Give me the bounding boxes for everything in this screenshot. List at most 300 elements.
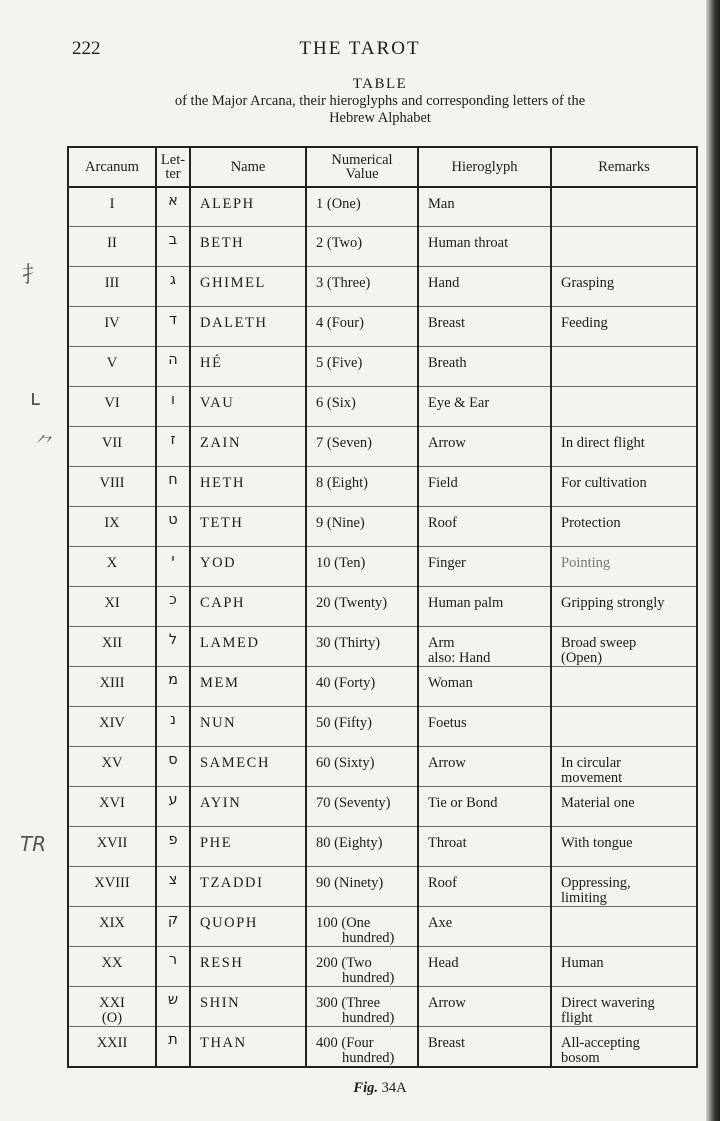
table-row [68,667,697,707]
arcanum-cell-text: VII [101,435,123,451]
numerical-value-cell [306,707,418,747]
numerical-value-cell-text-2: hundred) [342,1050,395,1066]
numerical-value-cell [306,987,418,1027]
hebrew-letter-cell-text: ו [171,392,175,408]
hieroglyph-cell-text: Roof [428,515,457,531]
numerical-value-cell-text-2: hundred) [342,930,395,946]
name-cell-text: SAMECH [200,755,271,771]
remarks-cell [551,1027,697,1067]
table-row [68,1027,697,1067]
name-cell-text: THAN [200,1035,247,1051]
numerical-value-cell [306,547,418,587]
arcanum-cell [68,787,156,827]
numerical-value-cell-text: 300 (Three [316,995,381,1011]
remarks-cell-text: Human [561,955,604,971]
figure-prefix: Fig. [353,1080,378,1096]
table-row [68,947,697,987]
arcanum-cell-text: IX [104,515,120,531]
hieroglyph-cell [418,267,551,307]
hieroglyph-cell-text: Breast [428,315,466,331]
name-cell-text: GHIMEL [200,275,266,291]
hebrew-letter-cell [156,427,190,467]
numerical-value-cell-text: 1 (One) [316,196,361,212]
arcanum-cell-text: XIII [99,675,125,691]
header-hieroglyph: Hieroglyph [418,147,551,187]
caption-title: TABLE [352,76,408,92]
numerical-value-cell-text: 400 (Four [316,1035,374,1051]
numerical-value-cell [306,187,418,227]
numerical-value-cell-text: 60 (Sixty) [316,755,375,771]
name-cell [190,387,306,427]
arcanum-cell-text: XXI [99,995,125,1011]
numerical-value-cell [306,1027,418,1067]
hebrew-letter-cell-text: א [168,193,178,209]
header-letter-line2: ter [165,166,181,182]
hieroglyph-cell [418,747,551,787]
header-remarks: Remarks [551,147,697,187]
hebrew-letter-cell-text: ח [168,472,178,488]
name-cell-text: YOD [200,555,237,571]
margin-note-xvii: TR [20,832,47,856]
name-cell [190,427,306,467]
page-edge-shadow [706,0,720,1121]
name-cell-text: ALEPH [200,196,255,212]
name-cell-text: MEM [200,675,240,691]
numerical-value-cell-text: 70 (Seventy) [316,795,391,811]
hieroglyph-cell-text: Man [428,196,455,212]
name-cell-text: SHIN [200,995,241,1011]
arcanum-cell-text: VIII [99,475,125,491]
remarks-cell-text: In direct flight [561,435,645,451]
arcanum-cell [68,707,156,747]
remarks-cell-text-2: (Open) [561,650,603,666]
table-row [68,467,697,507]
numerical-value-cell [306,747,418,787]
arcanum-cell-text: V [106,355,118,371]
name-cell-text: LAMED [200,635,260,651]
table-row [68,267,697,307]
remarks-cell [551,307,697,347]
table-caption [0,76,720,127]
hieroglyph-cell [418,547,551,587]
remarks-cell [551,787,697,827]
hieroglyph-cell-text: Arm [428,635,455,651]
hebrew-letter-cell [156,547,190,587]
hieroglyph-cell [418,587,551,627]
table-row [68,907,697,947]
hebrew-letter-cell-text: פ [168,832,178,848]
arcanum-cell [68,587,156,627]
hebrew-letter-cell [156,267,190,307]
remarks-cell-text-2: movement [561,770,623,786]
hebrew-letter-cell-text: נ [170,712,176,728]
table-row [68,227,697,267]
hieroglyph-cell [418,387,551,427]
remarks-cell-text-2: flight [561,1010,593,1026]
arcanum-cell [68,227,156,267]
major-arcana-table [67,146,698,1068]
remarks-cell [551,267,697,307]
table-row [68,387,697,427]
hieroglyph-cell [418,507,551,547]
arcanum-cell [68,187,156,227]
remarks-cell [551,387,697,427]
running-head: THE TAROT [299,38,421,59]
remarks-cell [551,667,697,707]
remarks-cell-text: Broad sweep [561,635,637,651]
numerical-value-cell [306,947,418,987]
hebrew-letter-cell [156,987,190,1027]
arcanum-cell-text: XVII [96,835,128,851]
hebrew-letter-cell [156,587,190,627]
arcanum-cell [68,947,156,987]
table-row [68,187,697,227]
numerical-value-cell-text: 10 (Ten) [316,555,366,571]
hebrew-letter-cell [156,187,190,227]
hebrew-letter-cell-text: ז [170,432,176,448]
remarks-cell-text: For cultivation [561,475,647,491]
remarks-cell [551,187,697,227]
arcanum-cell-text: XVI [99,795,125,811]
hebrew-letter-cell [156,1027,190,1067]
name-cell [190,267,306,307]
numerical-value-cell-text: 40 (Forty) [316,675,376,691]
header-arcanum: Arcanum [68,147,156,187]
arcanum-cell [68,987,156,1027]
arcanum-cell-text: IV [104,315,120,331]
caption-line-2: of the Major Arcana, their hieroglyphs and corresponding letters of the [174,93,586,109]
hieroglyph-cell-text: Tie or Bond [428,795,498,811]
hieroglyph-cell [418,987,551,1027]
hebrew-letter-cell-text: י [171,552,175,568]
hieroglyph-cell [418,307,551,347]
remarks-cell-text: Oppressing, [561,875,631,891]
arcanum-cell [68,827,156,867]
table-row [68,427,697,467]
name-cell [190,507,306,547]
name-cell [190,587,306,627]
hebrew-letter-cell-text: ש [167,992,179,1008]
remarks-cell-text-2: bosom [561,1050,600,1066]
remarks-cell-text: Protection [561,515,621,531]
table-row [68,827,697,867]
numerical-value-cell [306,867,418,907]
name-cell [190,627,306,667]
hebrew-letter-cell [156,387,190,427]
hieroglyph-cell [418,1027,551,1067]
arcanum-cell [68,867,156,907]
hieroglyph-cell-text: Foetus [428,715,467,731]
arcanum-cell [68,507,156,547]
hebrew-letter-cell [156,827,190,867]
hieroglyph-cell [418,667,551,707]
remarks-cell-text: In circular [561,755,621,771]
header-letter [156,147,190,187]
hebrew-letter-cell-text: ר [168,952,178,968]
arcanum-cell-text-2: (O) [101,1010,123,1026]
name-cell-text: AYIN [200,795,242,811]
hieroglyph-cell-text: Arrow [428,995,466,1011]
hieroglyph-cell-text-2: also: Hand [428,650,491,666]
header-row [68,147,697,187]
hieroglyph-cell [418,187,551,227]
hieroglyph-cell [418,787,551,827]
name-cell-text: QUOPH [200,915,258,931]
name-cell-text: RESH [200,955,244,971]
figure-id: 34A [381,1080,407,1096]
numerical-value-cell-text: 100 (One [316,915,371,931]
remarks-cell-text: Pointing [561,555,611,571]
hieroglyph-cell [418,627,551,667]
numerical-value-cell [306,427,418,467]
arcanum-cell-text: XIX [99,915,125,931]
margin-mark-vii: ⺈ [36,434,54,455]
hebrew-letter-cell [156,667,190,707]
name-cell [190,907,306,947]
numerical-value-cell-text: 4 (Four) [316,315,364,331]
remarks-cell [551,947,697,987]
hieroglyph-cell-text: Arrow [428,435,466,451]
name-cell [190,707,306,747]
hebrew-letter-cell-text: ג [170,272,176,288]
name-cell [190,227,306,267]
name-cell-text: CAPH [200,595,246,611]
numerical-value-cell-text: 20 (Twenty) [316,595,388,611]
hieroglyph-cell [418,347,551,387]
remarks-cell [551,347,697,387]
arcanum-cell-text: XV [101,755,123,771]
hebrew-letter-cell-text: מ [168,672,178,688]
numerical-value-cell [306,627,418,667]
hebrew-letter-cell [156,747,190,787]
hieroglyph-cell [418,907,551,947]
numerical-value-cell-text: 9 (Nine) [316,515,365,531]
hebrew-letter-cell-text: ה [168,352,178,368]
margin-mark-vi: ւ [30,386,40,411]
hieroglyph-cell-text: Breath [428,355,467,371]
hebrew-letter-cell-text: צ [168,872,178,888]
arcanum-cell [68,747,156,787]
margin-mark-iii: ⺘ [22,263,45,288]
hieroglyph-cell-text: Eye & Ear [428,395,490,411]
name-cell-text: HÉ [200,355,223,371]
hebrew-letter-cell [156,707,190,747]
numerical-value-cell-text: 30 (Thirty) [316,635,381,651]
numerical-value-cell [306,787,418,827]
arcanum-cell-text: XVIII [94,875,130,891]
page-number: 222 [72,38,101,59]
remarks-cell [551,907,697,947]
table-row [68,987,697,1027]
hebrew-letter-cell [156,947,190,987]
hieroglyph-cell [418,947,551,987]
table-row [68,747,697,787]
name-cell [190,667,306,707]
remarks-cell [551,627,697,667]
arcanum-cell [68,427,156,467]
hebrew-letter-cell-text: ב [168,232,178,248]
remarks-cell-text-2: limiting [561,890,607,906]
hieroglyph-cell [418,707,551,747]
hieroglyph-cell-text: Woman [428,675,473,691]
hieroglyph-cell [418,427,551,467]
hebrew-letter-cell [156,627,190,667]
hieroglyph-cell [418,467,551,507]
table-row [68,507,697,547]
arcanum-cell-text: XII [101,635,123,651]
remarks-cell-text: Grasping [561,275,615,291]
arcanum-cell-text: XIV [99,715,125,731]
hebrew-letter-cell [156,867,190,907]
numerical-value-cell-text-2: hundred) [342,1010,395,1026]
table-row [68,867,697,907]
hieroglyph-cell [418,227,551,267]
numerical-value-cell [306,467,418,507]
arcanum-cell-text: XXII [96,1035,128,1051]
hieroglyph-cell [418,827,551,867]
hebrew-letter-cell-text: ט [168,512,178,528]
hebrew-letter-cell-text: ת [168,1032,178,1048]
numerical-value-cell [306,307,418,347]
arcanum-cell [68,467,156,507]
hieroglyph-cell-text: Axe [428,915,453,931]
hebrew-letter-cell [156,507,190,547]
table-row [68,547,697,587]
hebrew-letter-cell-text: ס [168,752,178,768]
hieroglyph-cell-text: Breast [428,1035,466,1051]
hebrew-letter-cell [156,467,190,507]
arcanum-cell-text: II [107,235,117,251]
name-cell [190,827,306,867]
name-cell [190,947,306,987]
arcanum-cell [68,387,156,427]
header-name: Name [190,147,306,187]
numerical-value-cell [306,227,418,267]
figure-label [0,1080,720,1097]
remarks-cell-text: Feeding [561,315,608,331]
name-cell [190,547,306,587]
numerical-value-cell-text: 2 (Two) [316,235,363,251]
hebrew-letter-cell-text: ל [168,632,178,648]
name-cell [190,187,306,227]
numerical-value-cell-text: 5 (Five) [316,355,363,371]
remarks-cell [551,227,697,267]
table-row [68,787,697,827]
numerical-value-cell-text: 80 (Eighty) [316,835,383,851]
hieroglyph-cell-text: Human palm [428,595,504,611]
name-cell [190,347,306,387]
numerical-value-cell-text: 90 (Ninety) [316,875,384,891]
arcanum-cell [68,347,156,387]
table-row [68,587,697,627]
numerical-value-cell [306,507,418,547]
numerical-value-cell [306,587,418,627]
numerical-value-cell-text: 8 (Eight) [316,475,368,491]
hieroglyph-cell-text: Hand [428,275,460,291]
numerical-value-cell-text: 200 (Two [316,955,372,971]
remarks-cell [551,467,697,507]
remarks-cell-text: Direct wavering [561,995,655,1011]
hieroglyph-cell-text: Roof [428,875,457,891]
arcanum-cell [68,667,156,707]
remarks-cell-text: Material one [561,795,635,811]
numerical-value-cell [306,387,418,427]
numerical-value-cell-text: 50 (Fifty) [316,715,372,731]
name-cell [190,747,306,787]
remarks-cell [551,427,697,467]
table-row [68,347,697,387]
hebrew-letter-cell [156,227,190,267]
hieroglyph-cell-text: Throat [428,835,467,851]
numerical-value-cell [306,347,418,387]
remarks-cell [551,987,697,1027]
name-cell-text: DALETH [200,315,268,331]
name-cell-text: BETH [200,235,245,251]
hebrew-letter-cell-text: כ [169,592,177,608]
arcanum-cell [68,307,156,347]
name-cell-text: HETH [200,475,246,491]
remarks-cell [551,827,697,867]
hebrew-letter-cell [156,787,190,827]
hebrew-letter-cell [156,307,190,347]
name-cell-text: VAU [200,395,235,411]
arcanum-cell-text: XX [101,955,123,971]
arcanum-cell-text: III [104,275,120,291]
name-cell [190,987,306,1027]
name-cell-text: PHE [200,835,233,851]
name-cell [190,867,306,907]
remarks-cell [551,507,697,547]
header-numerical-value [306,147,418,187]
arcanum-cell [68,267,156,307]
table-row [68,627,697,667]
remarks-cell-text: All-accepting [561,1035,640,1051]
numerical-value-cell [306,827,418,867]
numerical-value-cell-text: 6 (Six) [316,395,356,411]
header-numerical-line2: Value [345,166,379,182]
hebrew-letter-cell-text: ד [169,312,177,328]
name-cell-text: NUN [200,715,237,731]
remarks-cell-text: Gripping strongly [561,595,665,611]
hieroglyph-cell-text: Arrow [428,755,466,771]
hebrew-letter-cell [156,347,190,387]
hieroglyph-cell-text: Head [428,955,459,971]
hebrew-letter-cell-text: ק [167,912,179,928]
caption-line-3: Hebrew Alphabet [329,110,431,126]
numerical-value-cell-text: 3 (Three) [316,275,371,291]
hebrew-letter-cell [156,907,190,947]
arcanum-cell [68,547,156,587]
name-cell [190,467,306,507]
numerical-value-cell [306,907,418,947]
arcanum-cell-text: VI [104,395,120,411]
remarks-cell [551,547,697,587]
table-row [68,707,697,747]
numerical-value-cell [306,667,418,707]
hebrew-letter-cell-text: ע [168,792,178,808]
remarks-cell [551,867,697,907]
name-cell [190,787,306,827]
hieroglyph-cell [418,867,551,907]
numerical-value-cell-text-2: hundred) [342,970,395,986]
remarks-cell [551,707,697,747]
hieroglyph-cell-text: Human throat [428,235,509,251]
name-cell [190,1027,306,1067]
arcanum-cell [68,1027,156,1067]
remarks-cell-text: With tongue [561,835,633,851]
numerical-value-cell-text: 7 (Seven) [316,435,372,451]
arcanum-cell-text: XI [104,595,120,611]
